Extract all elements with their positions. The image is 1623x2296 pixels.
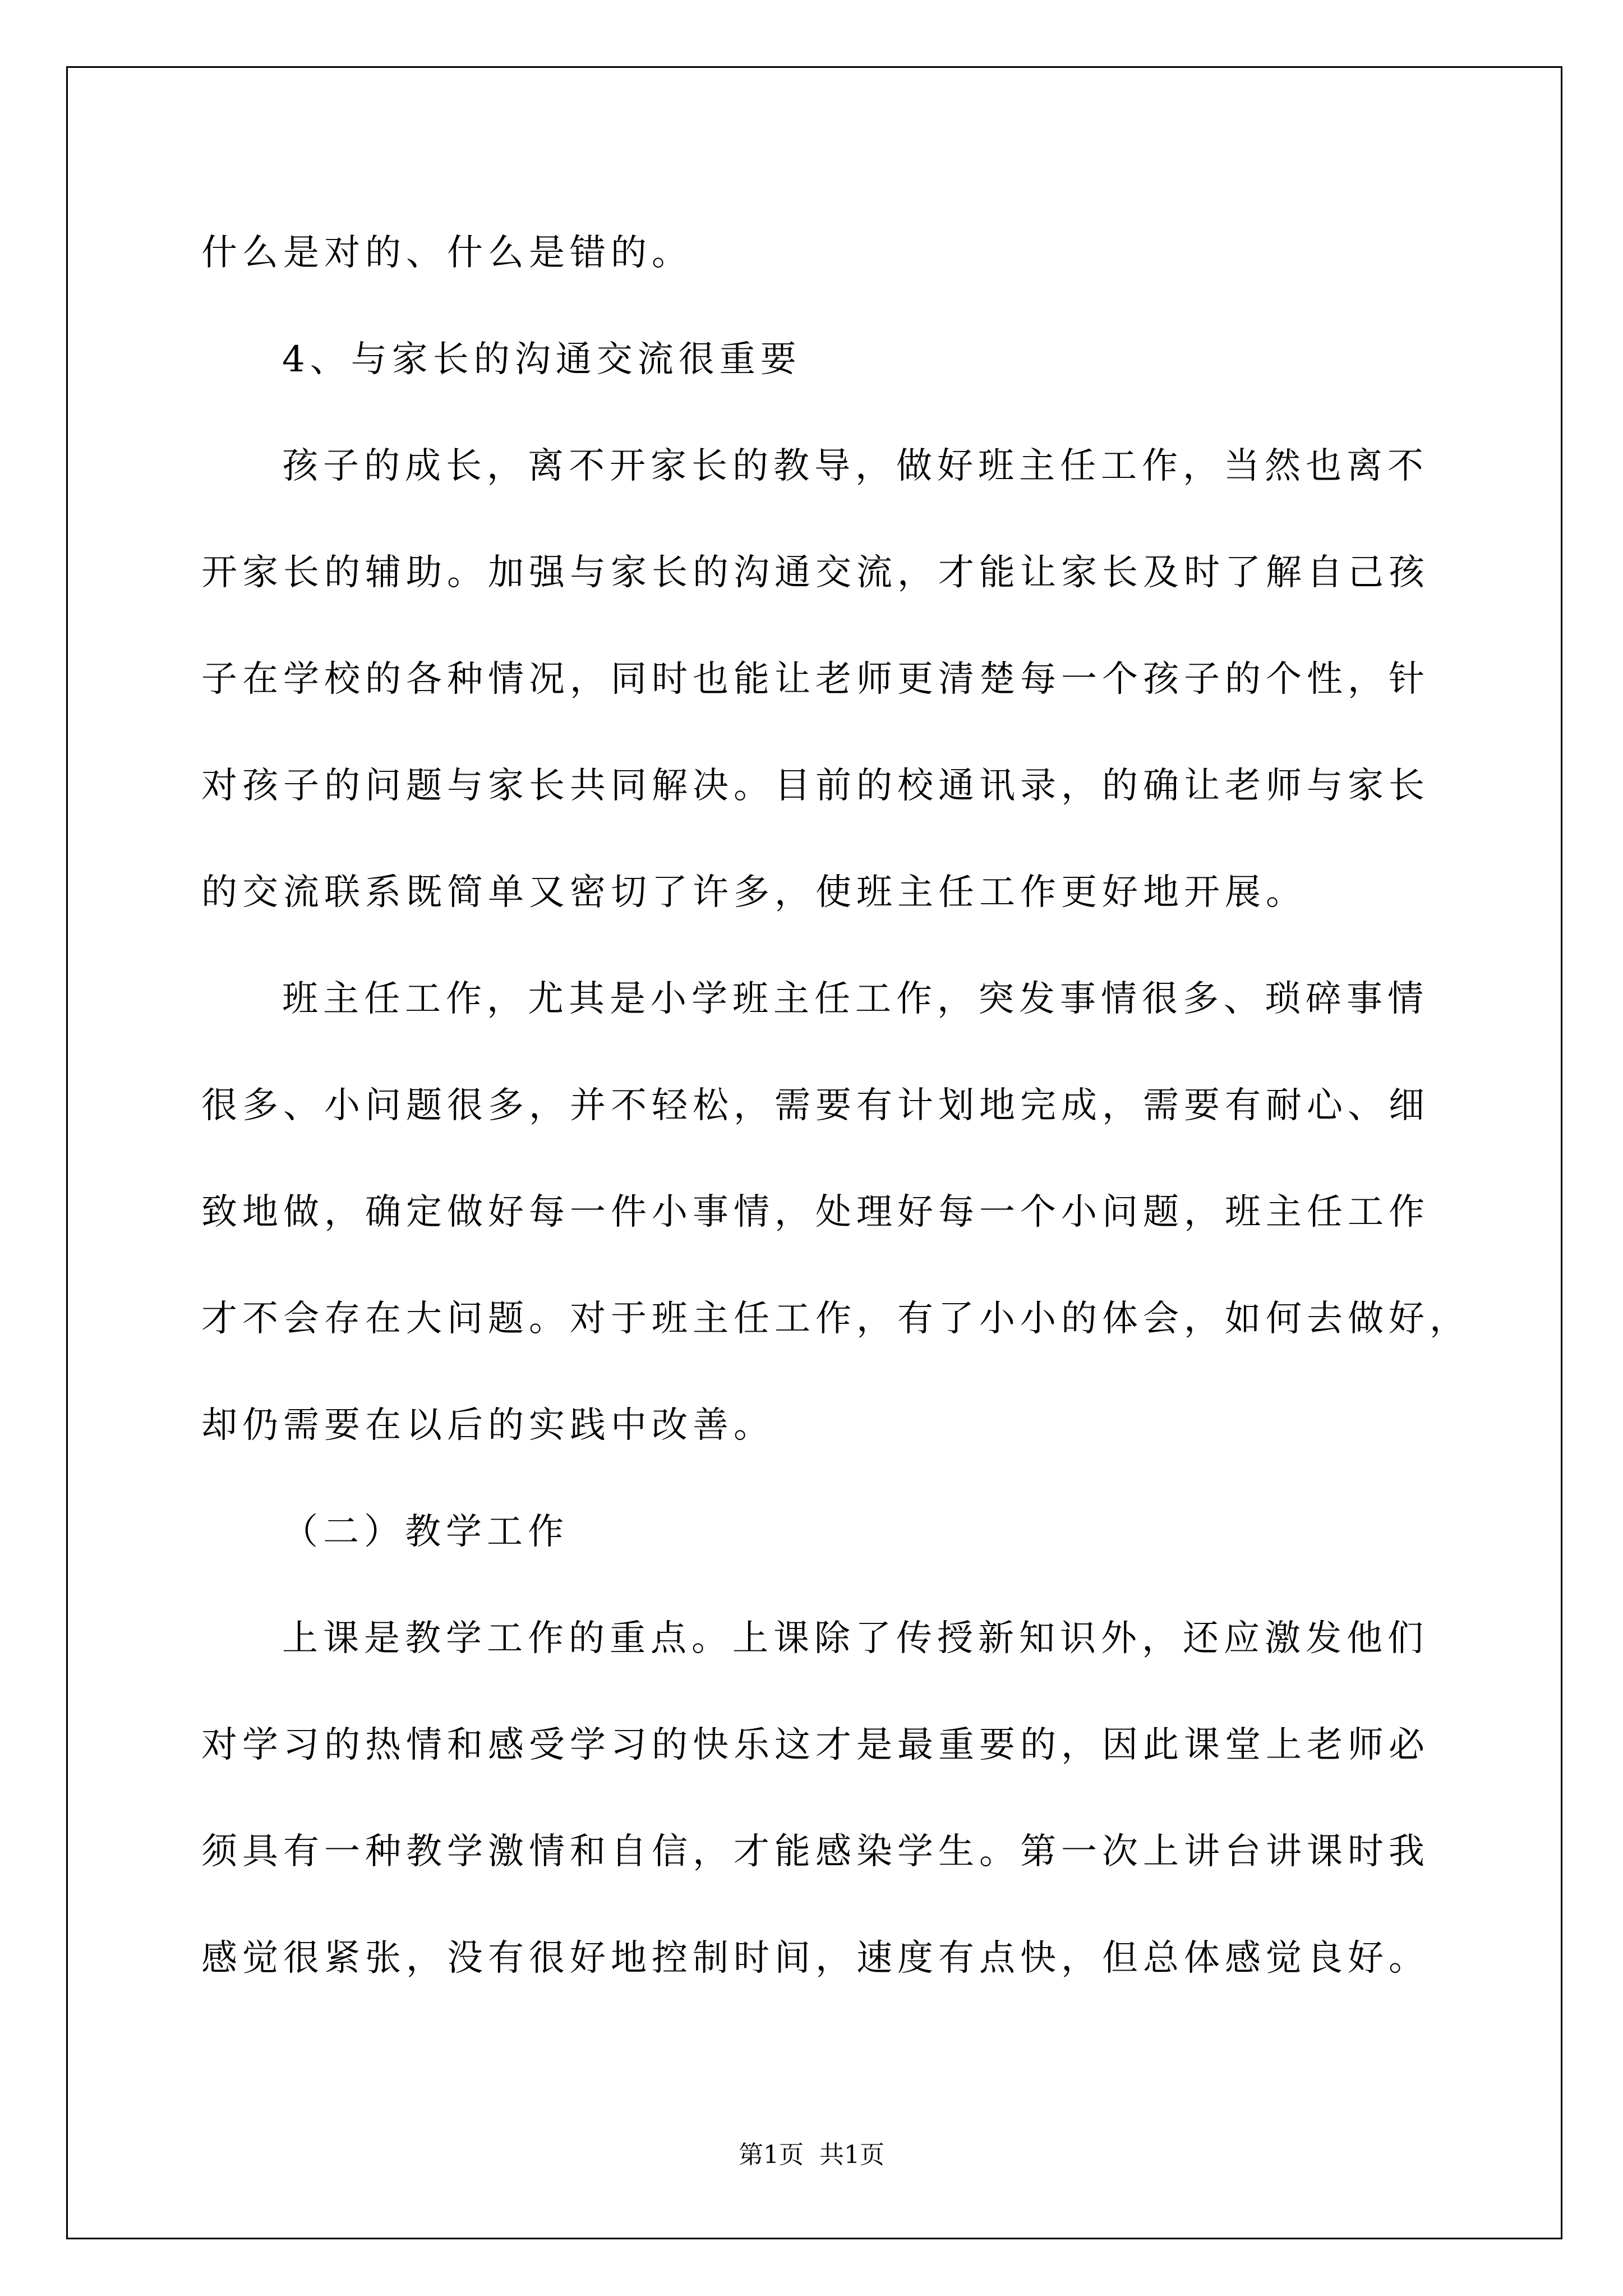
text-line: 上课是教学工作的重点。上课除了传授新知识外，还应激发他们 xyxy=(282,1618,1428,1659)
text-line: 却仍需要在以后的实践中改善。 xyxy=(201,1405,774,1446)
text-line: 才不会存在大问题。对于班主任工作，有了小小的体会，如何去做好， xyxy=(201,1298,1470,1340)
text-line: 对学习的热情和感受学习的快乐这才是最重要的，因此课堂上老师必 xyxy=(201,1724,1430,1766)
text-line: 致地做，确定做好每一件小事情，处理好每一个小问题，班主任工作 xyxy=(201,1191,1430,1233)
paragraph xyxy=(201,1585,1491,2012)
paragraph xyxy=(201,413,1491,946)
text-line: 须具有一种教学激情和自信，才能感染学生。第一次上讲台讲课时我 xyxy=(201,1831,1430,1872)
text-line: 班主任工作，尤其是小学班主任工作，突发事情很多、琐碎事情 xyxy=(282,978,1428,1020)
heading-text: （二）教学工作 xyxy=(282,1511,569,1553)
text-line: 开家长的辅助。加强与家长的沟通交流，才能让家长及时了解自己孩 xyxy=(201,552,1430,593)
text-line: 子在学校的各种情况，同时也能让老师更清楚每一个孩子的个性，针 xyxy=(201,659,1430,700)
text-line: 感觉很紧张，没有很好地控制时间，速度有点快，但总体感觉良好。 xyxy=(201,1938,1430,1979)
text-line: 很多、小问题很多，并不轻松，需要有计划地完成，需要有耐心、细 xyxy=(201,1085,1430,1126)
section-heading xyxy=(201,1479,1491,1585)
text-line: 的交流联系既简单又密切了许多，使班主任工作更好地开展。 xyxy=(201,872,1307,913)
document-body xyxy=(201,200,1491,2012)
text-line: 对孩子的问题与家长共同解决。目前的校通讯录，的确让老师与家长 xyxy=(201,765,1430,807)
page-number-footer: 第1页 共1页 xyxy=(739,2141,884,2169)
paragraph xyxy=(201,200,1491,306)
section-heading xyxy=(201,306,1491,413)
text-line: 孩子的成长，离不开家长的教导，做好班主任工作，当然也离不 xyxy=(282,445,1428,487)
paragraph xyxy=(201,946,1491,1479)
text-line: 什么是对的、什么是错的。 xyxy=(201,232,693,274)
heading-text: 4、与家长的沟通交流很重要 xyxy=(282,339,801,380)
